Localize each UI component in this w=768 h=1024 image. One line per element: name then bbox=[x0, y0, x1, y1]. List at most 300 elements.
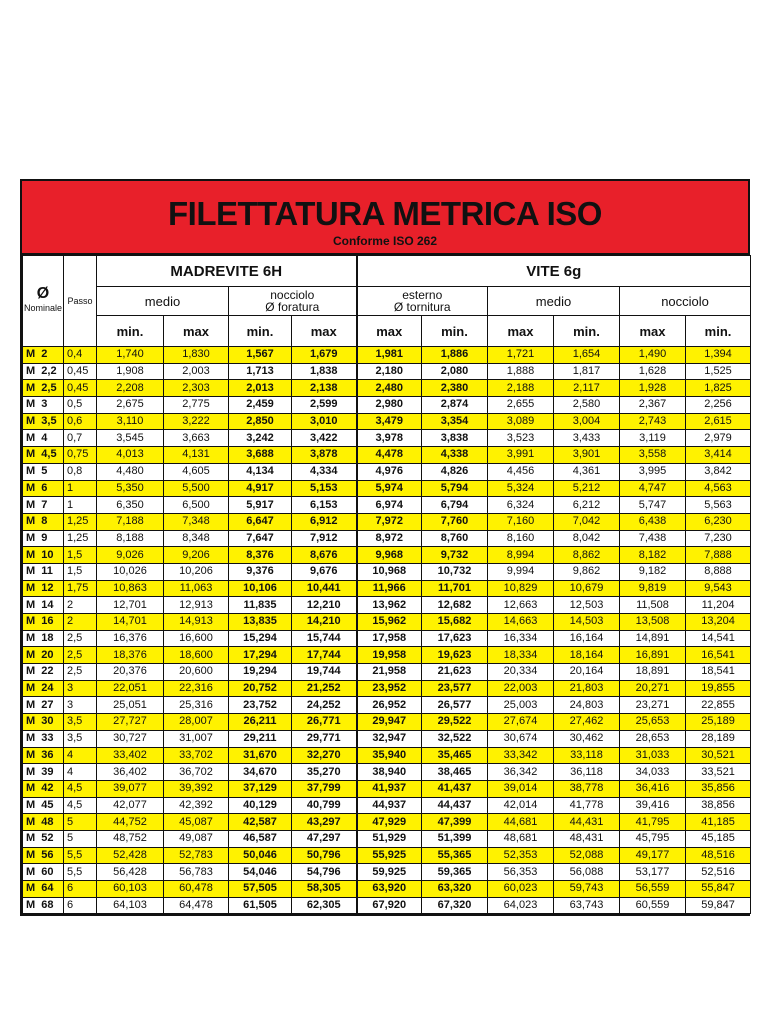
value-cell: 5,212 bbox=[554, 480, 620, 497]
value-cell: 59,743 bbox=[554, 881, 620, 898]
pitch-cell: 5 bbox=[64, 830, 97, 847]
value-cell: 48,752 bbox=[97, 830, 164, 847]
value-cell: 2,367 bbox=[620, 397, 686, 414]
value-cell: 19,855 bbox=[686, 680, 751, 697]
table-row bbox=[23, 664, 751, 681]
value-cell: 25,189 bbox=[686, 714, 751, 731]
thread-size-cell: M 56 bbox=[23, 847, 64, 864]
table-row bbox=[23, 347, 751, 364]
value-cell: 28,007 bbox=[164, 714, 229, 731]
thread-size-cell: M 39 bbox=[23, 764, 64, 781]
table-row bbox=[23, 413, 751, 430]
value-cell: 3,010 bbox=[292, 413, 357, 430]
table-body bbox=[23, 347, 751, 914]
value-cell: 52,353 bbox=[488, 847, 554, 864]
pitch-header: Passo bbox=[64, 256, 97, 347]
col-max: max bbox=[292, 316, 357, 347]
col-max: max bbox=[488, 316, 554, 347]
value-cell: 4,563 bbox=[686, 480, 751, 497]
pitch-cell: 0,5 bbox=[64, 397, 97, 414]
value-cell: 40,799 bbox=[292, 797, 357, 814]
value-cell: 6,974 bbox=[357, 497, 422, 514]
value-cell: 15,682 bbox=[422, 614, 488, 631]
value-cell: 1,908 bbox=[97, 363, 164, 380]
thread-size-cell: M 10 bbox=[23, 547, 64, 564]
value-cell: 7,888 bbox=[686, 547, 751, 564]
value-cell: 21,623 bbox=[422, 664, 488, 681]
nocciolo-label: nocciolo bbox=[270, 288, 315, 302]
pitch-cell: 5,5 bbox=[64, 864, 97, 881]
value-cell: 3,558 bbox=[620, 447, 686, 464]
thread-size-cell: M 36 bbox=[23, 747, 64, 764]
value-cell: 3,978 bbox=[357, 430, 422, 447]
thread-size-cell: M 52 bbox=[23, 830, 64, 847]
value-cell: 27,727 bbox=[97, 714, 164, 731]
thread-size-cell: M 16 bbox=[23, 614, 64, 631]
value-cell: 12,503 bbox=[554, 597, 620, 614]
value-cell: 10,026 bbox=[97, 563, 164, 580]
pitch-cell: 2 bbox=[64, 597, 97, 614]
pitch-cell: 1,25 bbox=[64, 513, 97, 530]
value-cell: 1,830 bbox=[164, 347, 229, 364]
value-cell: 2,138 bbox=[292, 380, 357, 397]
value-cell: 1,394 bbox=[686, 347, 751, 364]
value-cell: 1,567 bbox=[229, 347, 292, 364]
value-cell: 36,118 bbox=[554, 764, 620, 781]
thread-table-sheet bbox=[20, 179, 750, 916]
value-cell: 3,414 bbox=[686, 447, 751, 464]
value-cell: 6,500 bbox=[164, 497, 229, 514]
value-cell: 55,365 bbox=[422, 847, 488, 864]
value-cell: 20,271 bbox=[620, 680, 686, 697]
value-cell: 7,348 bbox=[164, 513, 229, 530]
value-cell: 41,185 bbox=[686, 814, 751, 831]
value-cell: 3,242 bbox=[229, 430, 292, 447]
value-cell: 3,901 bbox=[554, 447, 620, 464]
thread-size-cell: M 20 bbox=[23, 647, 64, 664]
value-cell: 12,210 bbox=[292, 597, 357, 614]
value-cell: 22,003 bbox=[488, 680, 554, 697]
thread-size-cell: M 6 bbox=[23, 480, 64, 497]
value-cell: 6,647 bbox=[229, 513, 292, 530]
value-cell: 3,663 bbox=[164, 430, 229, 447]
value-cell: 31,670 bbox=[229, 747, 292, 764]
value-cell: 4,338 bbox=[422, 447, 488, 464]
value-cell: 67,920 bbox=[357, 897, 422, 914]
value-cell: 11,701 bbox=[422, 580, 488, 597]
value-cell: 9,968 bbox=[357, 547, 422, 564]
value-cell: 37,129 bbox=[229, 780, 292, 797]
value-cell: 50,796 bbox=[292, 847, 357, 864]
value-cell: 53,177 bbox=[620, 864, 686, 881]
value-cell: 28,653 bbox=[620, 730, 686, 747]
value-cell: 7,160 bbox=[488, 513, 554, 530]
thread-size-cell: M 3 bbox=[23, 397, 64, 414]
value-cell: 25,653 bbox=[620, 714, 686, 731]
value-cell: 2,208 bbox=[97, 380, 164, 397]
value-cell: 34,033 bbox=[620, 764, 686, 781]
pitch-cell: 4 bbox=[64, 747, 97, 764]
value-cell: 36,342 bbox=[488, 764, 554, 781]
value-cell: 36,402 bbox=[97, 764, 164, 781]
value-cell: 2,188 bbox=[488, 380, 554, 397]
value-cell: 49,177 bbox=[620, 847, 686, 864]
value-cell: 39,392 bbox=[164, 780, 229, 797]
value-cell: 2,003 bbox=[164, 363, 229, 380]
value-cell: 2,655 bbox=[488, 397, 554, 414]
thread-size-cell: M 2 bbox=[23, 347, 64, 364]
value-cell: 30,727 bbox=[97, 730, 164, 747]
value-cell: 6,212 bbox=[554, 497, 620, 514]
table-row bbox=[23, 747, 751, 764]
value-cell: 1,525 bbox=[686, 363, 751, 380]
table-row bbox=[23, 513, 751, 530]
value-cell: 22,316 bbox=[164, 680, 229, 697]
value-cell: 41,437 bbox=[422, 780, 488, 797]
value-cell: 2,775 bbox=[164, 397, 229, 414]
value-cell: 2,080 bbox=[422, 363, 488, 380]
value-cell: 8,348 bbox=[164, 530, 229, 547]
table-row bbox=[23, 680, 751, 697]
value-cell: 18,334 bbox=[488, 647, 554, 664]
value-cell: 35,940 bbox=[357, 747, 422, 764]
value-cell: 4,976 bbox=[357, 463, 422, 480]
value-cell: 23,577 bbox=[422, 680, 488, 697]
value-cell: 4,334 bbox=[292, 463, 357, 480]
value-cell: 7,912 bbox=[292, 530, 357, 547]
value-cell: 10,679 bbox=[554, 580, 620, 597]
pitch-cell: 4 bbox=[64, 764, 97, 781]
value-cell: 26,211 bbox=[229, 714, 292, 731]
value-cell: 1,628 bbox=[620, 363, 686, 380]
value-cell: 14,913 bbox=[164, 614, 229, 631]
value-cell: 6,153 bbox=[292, 497, 357, 514]
value-cell: 52,428 bbox=[97, 847, 164, 864]
pitch-cell: 3 bbox=[64, 697, 97, 714]
value-cell: 64,103 bbox=[97, 897, 164, 914]
value-cell: 3,110 bbox=[97, 413, 164, 430]
value-cell: 59,847 bbox=[686, 897, 751, 914]
value-cell: 28,189 bbox=[686, 730, 751, 747]
value-cell: 2,480 bbox=[357, 380, 422, 397]
foratura-label: Ø foratura bbox=[265, 300, 320, 314]
thread-size-cell: M 4 bbox=[23, 430, 64, 447]
value-cell: 4,131 bbox=[164, 447, 229, 464]
value-cell: 19,744 bbox=[292, 664, 357, 681]
value-cell: 3,545 bbox=[97, 430, 164, 447]
value-cell: 45,795 bbox=[620, 830, 686, 847]
value-cell: 15,962 bbox=[357, 614, 422, 631]
value-cell: 17,623 bbox=[422, 630, 488, 647]
pitch-cell: 1 bbox=[64, 497, 97, 514]
value-cell: 49,087 bbox=[164, 830, 229, 847]
value-cell: 61,505 bbox=[229, 897, 292, 914]
value-cell: 11,063 bbox=[164, 580, 229, 597]
value-cell: 1,981 bbox=[357, 347, 422, 364]
col-min: min. bbox=[97, 316, 164, 347]
value-cell: 44,937 bbox=[357, 797, 422, 814]
value-cell: 8,760 bbox=[422, 530, 488, 547]
value-cell: 6,438 bbox=[620, 513, 686, 530]
value-cell: 2,180 bbox=[357, 363, 422, 380]
value-cell: 15,744 bbox=[292, 630, 357, 647]
value-cell: 36,416 bbox=[620, 780, 686, 797]
value-cell: 30,521 bbox=[686, 747, 751, 764]
value-cell: 3,523 bbox=[488, 430, 554, 447]
value-cell: 21,252 bbox=[292, 680, 357, 697]
value-cell: 2,980 bbox=[357, 397, 422, 414]
thread-size-cell: M 14 bbox=[23, 597, 64, 614]
value-cell: 26,577 bbox=[422, 697, 488, 714]
value-cell: 16,891 bbox=[620, 647, 686, 664]
col-min: min. bbox=[422, 316, 488, 347]
table-row bbox=[23, 897, 751, 914]
value-cell: 4,361 bbox=[554, 463, 620, 480]
thread-size-cell: M 64 bbox=[23, 881, 64, 898]
value-cell: 32,947 bbox=[357, 730, 422, 747]
value-cell: 3,119 bbox=[620, 430, 686, 447]
value-cell: 14,701 bbox=[97, 614, 164, 631]
esterno-label: esterno bbox=[402, 288, 443, 302]
value-cell: 9,676 bbox=[292, 563, 357, 580]
value-cell: 18,376 bbox=[97, 647, 164, 664]
value-cell: 4,013 bbox=[97, 447, 164, 464]
value-cell: 5,153 bbox=[292, 480, 357, 497]
thread-size-cell: M 4,5 bbox=[23, 447, 64, 464]
value-cell: 17,294 bbox=[229, 647, 292, 664]
value-cell: 7,438 bbox=[620, 530, 686, 547]
thread-size-cell: M 12 bbox=[23, 580, 64, 597]
table-row bbox=[23, 547, 751, 564]
value-cell: 38,856 bbox=[686, 797, 751, 814]
value-cell: 22,051 bbox=[97, 680, 164, 697]
pitch-cell: 0,45 bbox=[64, 363, 97, 380]
thread-size-cell: M 22 bbox=[23, 664, 64, 681]
pitch-cell: 4,5 bbox=[64, 780, 97, 797]
value-cell: 2,743 bbox=[620, 413, 686, 430]
value-cell: 5,794 bbox=[422, 480, 488, 497]
value-cell: 33,702 bbox=[164, 747, 229, 764]
value-cell: 38,778 bbox=[554, 780, 620, 797]
value-cell: 29,947 bbox=[357, 714, 422, 731]
value-cell: 33,402 bbox=[97, 747, 164, 764]
value-cell: 45,087 bbox=[164, 814, 229, 831]
value-cell: 51,929 bbox=[357, 830, 422, 847]
value-cell: 6,230 bbox=[686, 513, 751, 530]
value-cell: 23,952 bbox=[357, 680, 422, 697]
pitch-cell: 0,7 bbox=[64, 430, 97, 447]
pitch-cell: 5,5 bbox=[64, 847, 97, 864]
value-cell: 20,752 bbox=[229, 680, 292, 697]
value-cell: 1,838 bbox=[292, 363, 357, 380]
table-row bbox=[23, 881, 751, 898]
value-cell: 48,431 bbox=[554, 830, 620, 847]
value-cell: 35,465 bbox=[422, 747, 488, 764]
value-cell: 11,508 bbox=[620, 597, 686, 614]
value-cell: 24,803 bbox=[554, 697, 620, 714]
pitch-cell: 2,5 bbox=[64, 664, 97, 681]
value-cell: 29,522 bbox=[422, 714, 488, 731]
thread-size-cell: M 3,5 bbox=[23, 413, 64, 430]
value-cell: 12,913 bbox=[164, 597, 229, 614]
diameter-symbol: Ø bbox=[36, 285, 50, 302]
table-row bbox=[23, 480, 751, 497]
value-cell: 20,164 bbox=[554, 664, 620, 681]
value-cell: 1,825 bbox=[686, 380, 751, 397]
value-cell: 20,334 bbox=[488, 664, 554, 681]
value-cell: 23,752 bbox=[229, 697, 292, 714]
value-cell: 41,795 bbox=[620, 814, 686, 831]
value-cell: 47,929 bbox=[357, 814, 422, 831]
vite-medio-header: medio bbox=[488, 287, 620, 316]
value-cell: 35,270 bbox=[292, 764, 357, 781]
value-cell: 39,077 bbox=[97, 780, 164, 797]
table-row bbox=[23, 363, 751, 380]
value-cell: 8,182 bbox=[620, 547, 686, 564]
value-cell: 8,888 bbox=[686, 563, 751, 580]
value-cell: 58,305 bbox=[292, 881, 357, 898]
value-cell: 2,256 bbox=[686, 397, 751, 414]
value-cell: 9,862 bbox=[554, 563, 620, 580]
value-cell: 19,623 bbox=[422, 647, 488, 664]
value-cell: 30,674 bbox=[488, 730, 554, 747]
value-cell: 5,324 bbox=[488, 480, 554, 497]
value-cell: 22,855 bbox=[686, 697, 751, 714]
value-cell: 10,206 bbox=[164, 563, 229, 580]
value-cell: 9,994 bbox=[488, 563, 554, 580]
value-cell: 16,541 bbox=[686, 647, 751, 664]
table-row bbox=[23, 397, 751, 414]
thread-size-cell: M 42 bbox=[23, 780, 64, 797]
value-cell: 3,878 bbox=[292, 447, 357, 464]
value-cell: 30,462 bbox=[554, 730, 620, 747]
table-row bbox=[23, 597, 751, 614]
value-cell: 8,676 bbox=[292, 547, 357, 564]
value-cell: 51,399 bbox=[422, 830, 488, 847]
thread-size-cell: M 33 bbox=[23, 730, 64, 747]
pitch-cell: 1,5 bbox=[64, 547, 97, 564]
value-cell: 2,979 bbox=[686, 430, 751, 447]
value-cell: 33,521 bbox=[686, 764, 751, 781]
value-cell: 38,940 bbox=[357, 764, 422, 781]
value-cell: 8,994 bbox=[488, 547, 554, 564]
value-cell: 10,732 bbox=[422, 563, 488, 580]
value-cell: 38,465 bbox=[422, 764, 488, 781]
value-cell: 5,563 bbox=[686, 497, 751, 514]
value-cell: 56,783 bbox=[164, 864, 229, 881]
table-row bbox=[23, 764, 751, 781]
thread-size-cell: M 9 bbox=[23, 530, 64, 547]
value-cell: 8,862 bbox=[554, 547, 620, 564]
pitch-cell: 0,4 bbox=[64, 347, 97, 364]
value-cell: 14,503 bbox=[554, 614, 620, 631]
value-cell: 25,051 bbox=[97, 697, 164, 714]
value-cell: 2,850 bbox=[229, 413, 292, 430]
value-cell: 3,995 bbox=[620, 463, 686, 480]
value-cell: 2,459 bbox=[229, 397, 292, 414]
value-cell: 9,182 bbox=[620, 563, 686, 580]
value-cell: 20,376 bbox=[97, 664, 164, 681]
table-row bbox=[23, 780, 751, 797]
value-cell: 16,600 bbox=[164, 630, 229, 647]
value-cell: 10,829 bbox=[488, 580, 554, 597]
pitch-cell: 3 bbox=[64, 680, 97, 697]
value-cell: 5,350 bbox=[97, 480, 164, 497]
table-row bbox=[23, 563, 751, 580]
value-cell: 4,456 bbox=[488, 463, 554, 480]
value-cell: 8,188 bbox=[97, 530, 164, 547]
value-cell: 7,188 bbox=[97, 513, 164, 530]
value-cell: 7,760 bbox=[422, 513, 488, 530]
value-cell: 2,599 bbox=[292, 397, 357, 414]
value-cell: 48,681 bbox=[488, 830, 554, 847]
value-cell: 25,003 bbox=[488, 697, 554, 714]
table-row bbox=[23, 797, 751, 814]
value-cell: 52,516 bbox=[686, 864, 751, 881]
value-cell: 6,350 bbox=[97, 497, 164, 514]
value-cell: 1,713 bbox=[229, 363, 292, 380]
value-cell: 26,952 bbox=[357, 697, 422, 714]
value-cell: 21,958 bbox=[357, 664, 422, 681]
value-cell: 14,541 bbox=[686, 630, 751, 647]
vite-nocciolo-header: nocciolo bbox=[620, 287, 751, 316]
value-cell: 63,920 bbox=[357, 881, 422, 898]
thread-size-cell: M 7 bbox=[23, 497, 64, 514]
value-cell: 5,917 bbox=[229, 497, 292, 514]
value-cell: 1,888 bbox=[488, 363, 554, 380]
pitch-cell: 1,75 bbox=[64, 580, 97, 597]
value-cell: 33,118 bbox=[554, 747, 620, 764]
value-cell: 27,462 bbox=[554, 714, 620, 731]
value-cell: 62,305 bbox=[292, 897, 357, 914]
value-cell: 24,252 bbox=[292, 697, 357, 714]
value-cell: 6,794 bbox=[422, 497, 488, 514]
value-cell: 45,185 bbox=[686, 830, 751, 847]
value-cell: 6,324 bbox=[488, 497, 554, 514]
value-cell: 3,688 bbox=[229, 447, 292, 464]
col-min: min. bbox=[229, 316, 292, 347]
thread-size-cell: M 8 bbox=[23, 513, 64, 530]
value-cell: 5,747 bbox=[620, 497, 686, 514]
madrevite-medio-header: medio bbox=[97, 287, 229, 316]
value-cell: 5,974 bbox=[357, 480, 422, 497]
value-cell: 34,670 bbox=[229, 764, 292, 781]
table-row bbox=[23, 730, 751, 747]
value-cell: 16,334 bbox=[488, 630, 554, 647]
value-cell: 12,682 bbox=[422, 597, 488, 614]
thread-size-cell: M 11 bbox=[23, 563, 64, 580]
thread-size-cell: M 24 bbox=[23, 680, 64, 697]
pitch-cell: 3,5 bbox=[64, 730, 97, 747]
value-cell: 3,422 bbox=[292, 430, 357, 447]
thread-size-cell: M 48 bbox=[23, 814, 64, 831]
value-cell: 13,835 bbox=[229, 614, 292, 631]
value-cell: 64,023 bbox=[488, 897, 554, 914]
value-cell: 9,376 bbox=[229, 563, 292, 580]
pitch-cell: 6 bbox=[64, 897, 97, 914]
table-row bbox=[23, 864, 751, 881]
value-cell: 3,433 bbox=[554, 430, 620, 447]
value-cell: 1,679 bbox=[292, 347, 357, 364]
value-cell: 59,365 bbox=[422, 864, 488, 881]
value-cell: 3,222 bbox=[164, 413, 229, 430]
table-row bbox=[23, 814, 751, 831]
table-row bbox=[23, 380, 751, 397]
value-cell: 29,771 bbox=[292, 730, 357, 747]
col-max: max bbox=[620, 316, 686, 347]
value-cell: 47,399 bbox=[422, 814, 488, 831]
value-cell: 8,972 bbox=[357, 530, 422, 547]
